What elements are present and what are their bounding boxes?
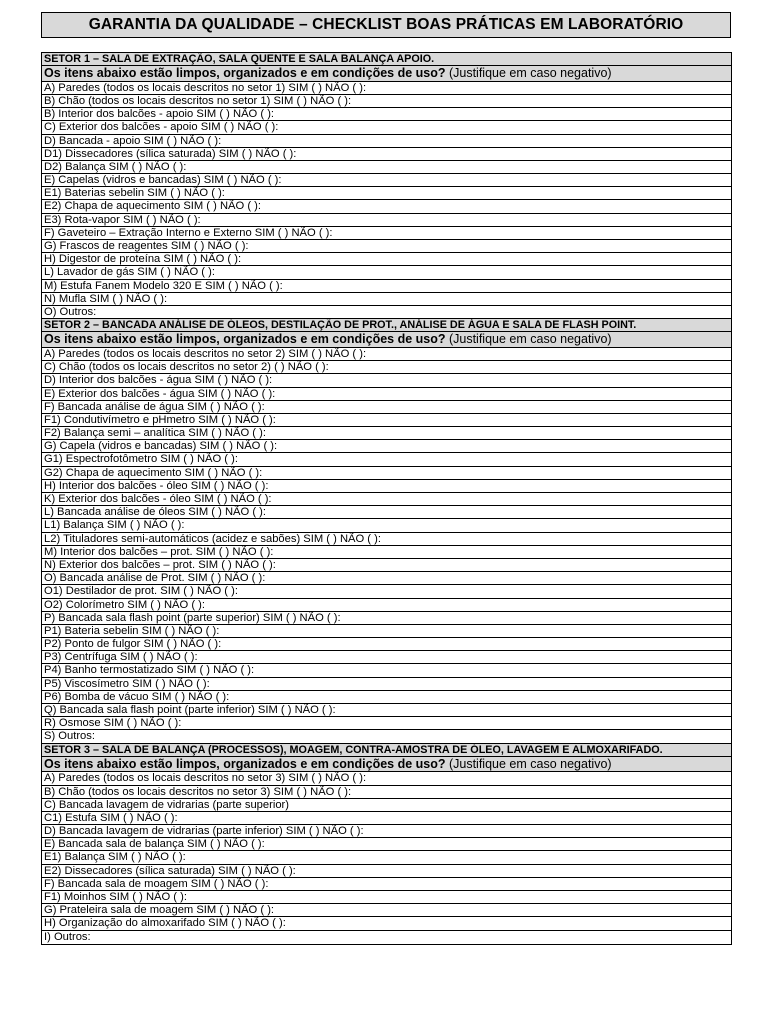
- section-question: [42, 757, 731, 773]
- checklist-item[interactable]: L) Bancada análise de óleos SIM ( ) NÃO ( ):: [42, 506, 731, 519]
- checklist-item[interactable]: C) Exterior dos balcões - apoio SIM ( ) NÃO ( ):: [42, 121, 731, 134]
- checklist-item[interactable]: G) Capela (vidros e bancadas) SIM ( ) NÃO ( ):: [42, 440, 731, 453]
- checklist-item[interactable]: D) Bancada - apoio SIM ( ) NÃO ( ):: [42, 135, 731, 148]
- checklist-item[interactable]: P6) Bomba de vácuo SIM ( ) NÃO ( ):: [42, 691, 731, 704]
- checklist-item[interactable]: A) Paredes (todos os locais descritos no setor 3) SIM ( ) NÃO ( ):: [42, 772, 731, 785]
- checklist-item[interactable]: H) Interior dos balcões - óleo SIM ( ) NÃO ( ):: [42, 480, 731, 493]
- checklist-item[interactable]: F2) Balança semi – analítica SIM ( ) NÃO ( ):: [42, 427, 731, 440]
- checklist-item[interactable]: O2) Colorímetro SIM ( ) NÃO ( ):: [42, 599, 731, 612]
- checklist-item[interactable]: C1) Estufa SIM ( ) NÃO ( ):: [42, 812, 731, 825]
- question-note: (Justifique em caso negativo): [445, 332, 612, 347]
- section-header: SETOR 3 – SALA DE BALANÇA (PROCESSOS), MOAGEM, CONTRA-AMOSTRA DE ÓLEO, LAVAGEM E ALMOXARIFADO.: [42, 744, 731, 757]
- checklist-item[interactable]: E1) Baterias sebelin SIM ( ) NÃO ( ):: [42, 187, 731, 200]
- checklist-item[interactable]: D2) Balança SIM ( ) NÃO ( ):: [42, 161, 731, 174]
- question-text: Os itens abaixo estão limpos, organizados e em condições de uso?: [44, 756, 446, 771]
- checklist-item[interactable]: F) Bancada análise de água SIM ( ) NÃO ( ):: [42, 401, 731, 414]
- checklist-item[interactable]: O) Bancada análise de Prot. SIM ( ) NÃO ( ):: [42, 572, 731, 585]
- section-header: SETOR 2 – BANCADA ANÁLISE DE ÓLEOS, DESTILAÇÃO DE PROT., ANÁLISE DE ÁGUA E SALA DE FLASH POINT.: [42, 319, 731, 332]
- checklist-item[interactable]: P) Bancada sala flash point (parte superior) SIM ( ) NÃO ( ):: [42, 612, 731, 625]
- checklist-item[interactable]: M) Interior dos balcões – prot. SIM ( ) NÃO ( ):: [42, 546, 731, 559]
- checklist-item[interactable]: E) Bancada sala de balança SIM ( ) NÃO ( ):: [42, 838, 731, 851]
- checklist-item[interactable]: C) Bancada lavagem de vidrarias (parte superior): [42, 799, 731, 812]
- checklist-item[interactable]: E) Exterior dos balcões - água SIM ( ) NÃO ( ):: [42, 388, 731, 401]
- checklist-item[interactable]: F) Gaveteiro – Extração Interno e Externo SIM ( ) NÃO ( ):: [42, 227, 731, 240]
- checklist-item[interactable]: O1) Destilador de prot. SIM ( ) NÃO ( ):: [42, 585, 731, 598]
- question-note: (Justifique em caso negativo): [445, 66, 612, 81]
- checklist-item[interactable]: G2) Chapa de aquecimento SIM ( ) NÃO ( ):: [42, 467, 731, 480]
- checklist-item[interactable]: P1) Bateria sebelin SIM ( ) NÃO ( ):: [42, 625, 731, 638]
- checklist-item[interactable]: F1) Condutivímetro e pHmetro SIM ( ) NÃO ( ):: [42, 414, 731, 427]
- checklist-item[interactable]: A) Paredes (todos os locais descritos no setor 1) SIM ( ) NÃO ( ):: [42, 82, 731, 95]
- checklist-item[interactable]: P2) Ponto de fulgor SIM ( ) NÃO ( ):: [42, 638, 731, 651]
- checklist-item[interactable]: F) Bancada sala de moagem SIM ( ) NÃO ( ):: [42, 878, 731, 891]
- checklist-item[interactable]: R) Osmose SIM ( ) NÃO ( ):: [42, 717, 731, 730]
- checklist-item[interactable]: L) Lavador de gás SIM ( ) NÃO ( ):: [42, 266, 731, 279]
- checklist-item[interactable]: B) Chão (todos os locais descritos no setor 1) SIM ( ) NÃO ( ):: [42, 95, 731, 108]
- checklist-item[interactable]: P3) Centrífuga SIM ( ) NÃO ( ):: [42, 651, 731, 664]
- checklist-item[interactable]: E1) Balança SIM ( ) NÃO ( ):: [42, 851, 731, 864]
- checklist-item[interactable]: E2) Chapa de aquecimento SIM ( ) NÃO ( ):: [42, 200, 731, 213]
- section-header: SETOR 1 – SALA DE EXTRAÇÃO, SALA QUENTE E SALA BALANÇA APOIO.: [42, 53, 731, 66]
- checklist-item[interactable]: D1) Dissecadores (sílica saturada) SIM ( ) NÃO ( ):: [42, 148, 731, 161]
- checklist-item[interactable]: F1) Moinhos SIM ( ) NÃO ( ):: [42, 891, 731, 904]
- checklist-item[interactable]: D) Interior dos balcões - água SIM ( ) NÃO ( ):: [42, 374, 731, 387]
- checklist-item[interactable]: B) Chão (todos os locais descritos no setor 3) SIM ( ) NÃO ( ):: [42, 786, 731, 799]
- question-text: Os itens abaixo estão limpos, organizados e em condições de uso?: [44, 66, 446, 81]
- checklist-item[interactable]: H) Organização do almoxarifado SIM ( ) NÃO ( ):: [42, 917, 731, 930]
- question-note: (Justifique em caso negativo): [445, 756, 612, 771]
- section-question: [42, 332, 731, 348]
- checklist-item[interactable]: O) Outros:: [42, 306, 731, 319]
- checklist-item[interactable]: Q) Bancada sala flash point (parte inferior) SIM ( ) NÃO ( ):: [42, 704, 731, 717]
- checklist-item[interactable]: E3) Rota-vapor SIM ( ) NÃO ( ):: [42, 214, 731, 227]
- checklist-item[interactable]: H) Digestor de proteína SIM ( ) NÃO ( ):: [42, 253, 731, 266]
- checklist-item[interactable]: G) Frascos de reagentes SIM ( ) NÃO ( ):: [42, 240, 731, 253]
- checklist-item[interactable]: K) Exterior dos balcões - óleo SIM ( ) NÃO ( ):: [42, 493, 731, 506]
- checklist-item[interactable]: E) Capelas (vidros e bancadas) SIM ( ) NÃO ( ):: [42, 174, 731, 187]
- checklist-item[interactable]: M) Estufa Fanem Modelo 320 E SIM ( ) NÃO ( ):: [42, 280, 731, 293]
- checklist-item[interactable]: P5) Viscosímetro SIM ( ) NÃO ( ):: [42, 678, 731, 691]
- checklist-item[interactable]: A) Paredes (todos os locais descritos no setor 2) SIM ( ) NÃO ( ):: [42, 348, 731, 361]
- checklist-item[interactable]: C) Chão (todos os locais descritos no setor 2) ( ) NÃO ( ):: [42, 361, 731, 374]
- checklist-item[interactable]: I) Outros:: [44, 930, 91, 943]
- section-question: [42, 66, 731, 82]
- checklist-item[interactable]: E2) Dissecadores (sílica saturada) SIM ( ) NÃO ( ):: [42, 865, 731, 878]
- checklist-item[interactable]: G) Prateleira sala de moagem SIM ( ) NÃO ( ):: [42, 904, 731, 917]
- checklist-item[interactable]: B) Interior dos balcões - apoio SIM ( ) NÃO ( ):: [42, 108, 731, 121]
- checklist-item[interactable]: D) Bancada lavagem de vidrarias (parte inferior) SIM ( ) NÃO ( ):: [42, 825, 731, 838]
- checklist-item[interactable]: L1) Balança SIM ( ) NÃO ( ):: [42, 519, 731, 532]
- checklist-table: [41, 52, 732, 945]
- document-title: GARANTIA DA QUALIDADE – CHECKLIST BOAS PRÁTICAS EM LABORATÓRIO: [41, 12, 731, 38]
- checklist-item[interactable]: N) Mufla SIM ( ) NÃO ( ):: [42, 293, 731, 306]
- checklist-item[interactable]: S) Outros:: [42, 730, 731, 743]
- question-text: Os itens abaixo estão limpos, organizados e em condições de uso?: [44, 332, 446, 347]
- checklist-item[interactable]: P4) Banho termostatizado SIM ( ) NÃO ( ):: [42, 664, 731, 677]
- checklist-item[interactable]: G1) Espectrofotômetro SIM ( ) NÃO ( ):: [42, 453, 731, 466]
- checklist-item[interactable]: N) Exterior dos balcões – prot. SIM ( ) NÃO ( ):: [42, 559, 731, 572]
- checklist-item[interactable]: L2) Tituladores semi-automáticos (acidez e sabões) SIM ( ) NÃO ( ):: [42, 533, 731, 546]
